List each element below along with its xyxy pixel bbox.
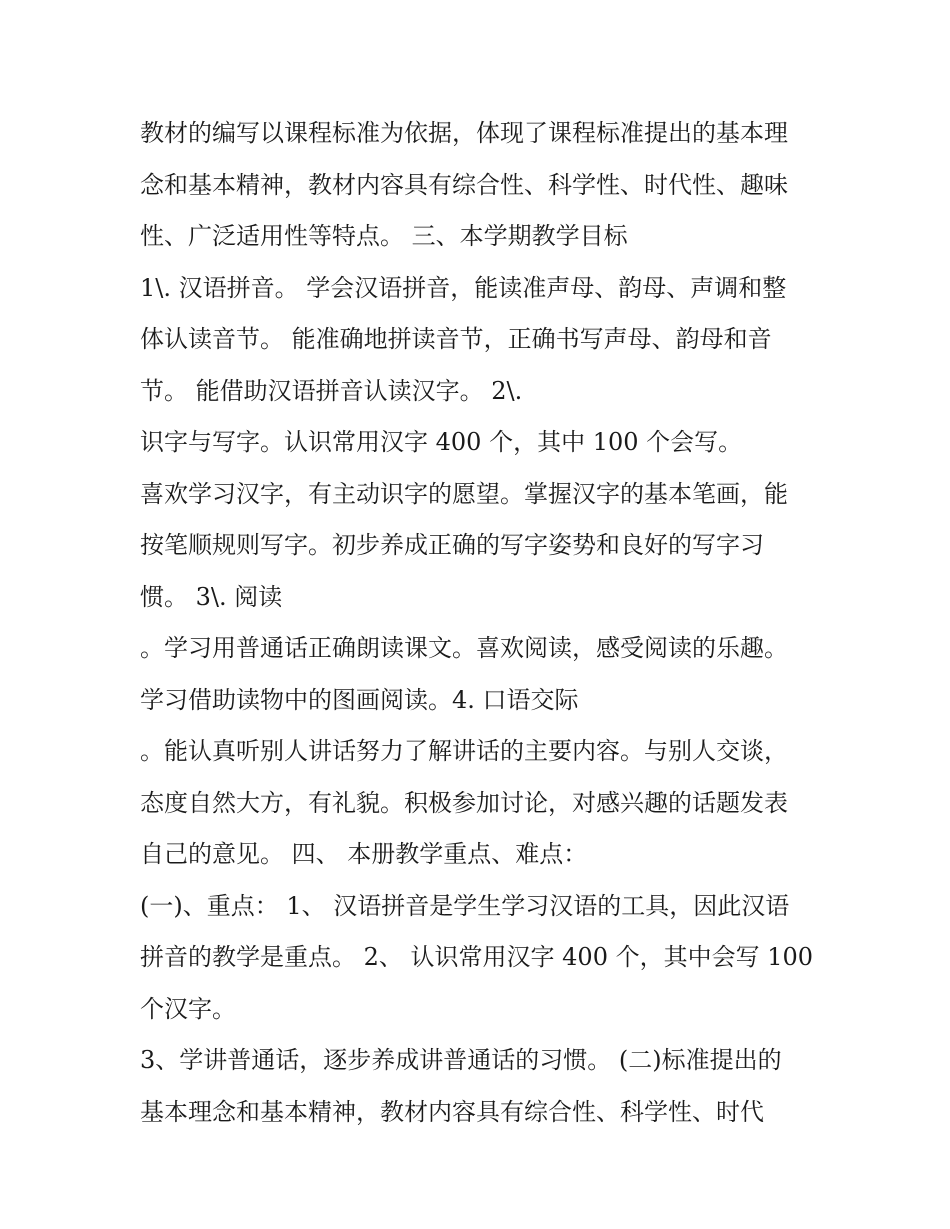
text-line: 念和基本精神，教材内容具有综合性、科学性、时代性、趣味 [140,170,788,199]
text-line: 识字与写字。认识常用汉字 400 个，其中 100 个会写。 [140,428,743,456]
text-line: (一)、重点： 1、 汉语拼音是学生学习汉语的工具，因此汉语 [140,891,790,920]
text-line: 拼音的教学是重点。 2、 认识常用汉字 400 个，其中会写 100 [140,943,814,971]
text-line: 学习借助读物中的图画阅读。4. 口语交际 [140,685,579,714]
body-text [140,108,830,1138]
text-line: 。能认真听别人讲话努力了解讲话的主要内容。与别人交谈， [140,737,788,765]
text-line: 教材的编写以课程标准为依据，体现了课程标准提出的基本理 [140,119,788,147]
text-line: 性、广泛适用性等特点。 三、本学期教学目标 [140,222,628,250]
text-line: 基本理念和基本精神，教材内容具有综合性、科学性、时代 [140,1097,764,1126]
text-line: 自己的意见。 四、 本册教学重点、难点： [140,840,588,868]
text-line: 喜欢学习汉字，有主动识字的愿望。掌握汉字的基本笔画，能 [140,479,788,508]
text-line: 3、学讲普通话，逐步养成讲普通话的习惯。 (二)标准提出的 [140,1046,782,1074]
text-line: 1\. 汉语拼音。 学会汉语拼音，能读准声母、韵母、声调和整 [140,273,787,302]
text-line: 体认读音节。 能准确地拼读音节，正确书写声母、韵母和音 [140,325,772,353]
text-line: 按笔顺规则写字。初步养成正确的写字姿势和良好的写字习 [140,531,764,559]
text-line: 个汉字。 [140,994,236,1023]
text-line: 态度自然大方，有礼貌。积极参加讨论，对感兴趣的话题发表 [140,788,788,817]
text-line: 惯。 3\. 阅读 [140,582,283,611]
text-line: 节。 能借助汉语拼音认读汉字。 2\. [140,376,523,405]
text-line: 。学习用普通话正确朗读课文。喜欢阅读，感受阅读的乐趣。 [140,634,788,662]
